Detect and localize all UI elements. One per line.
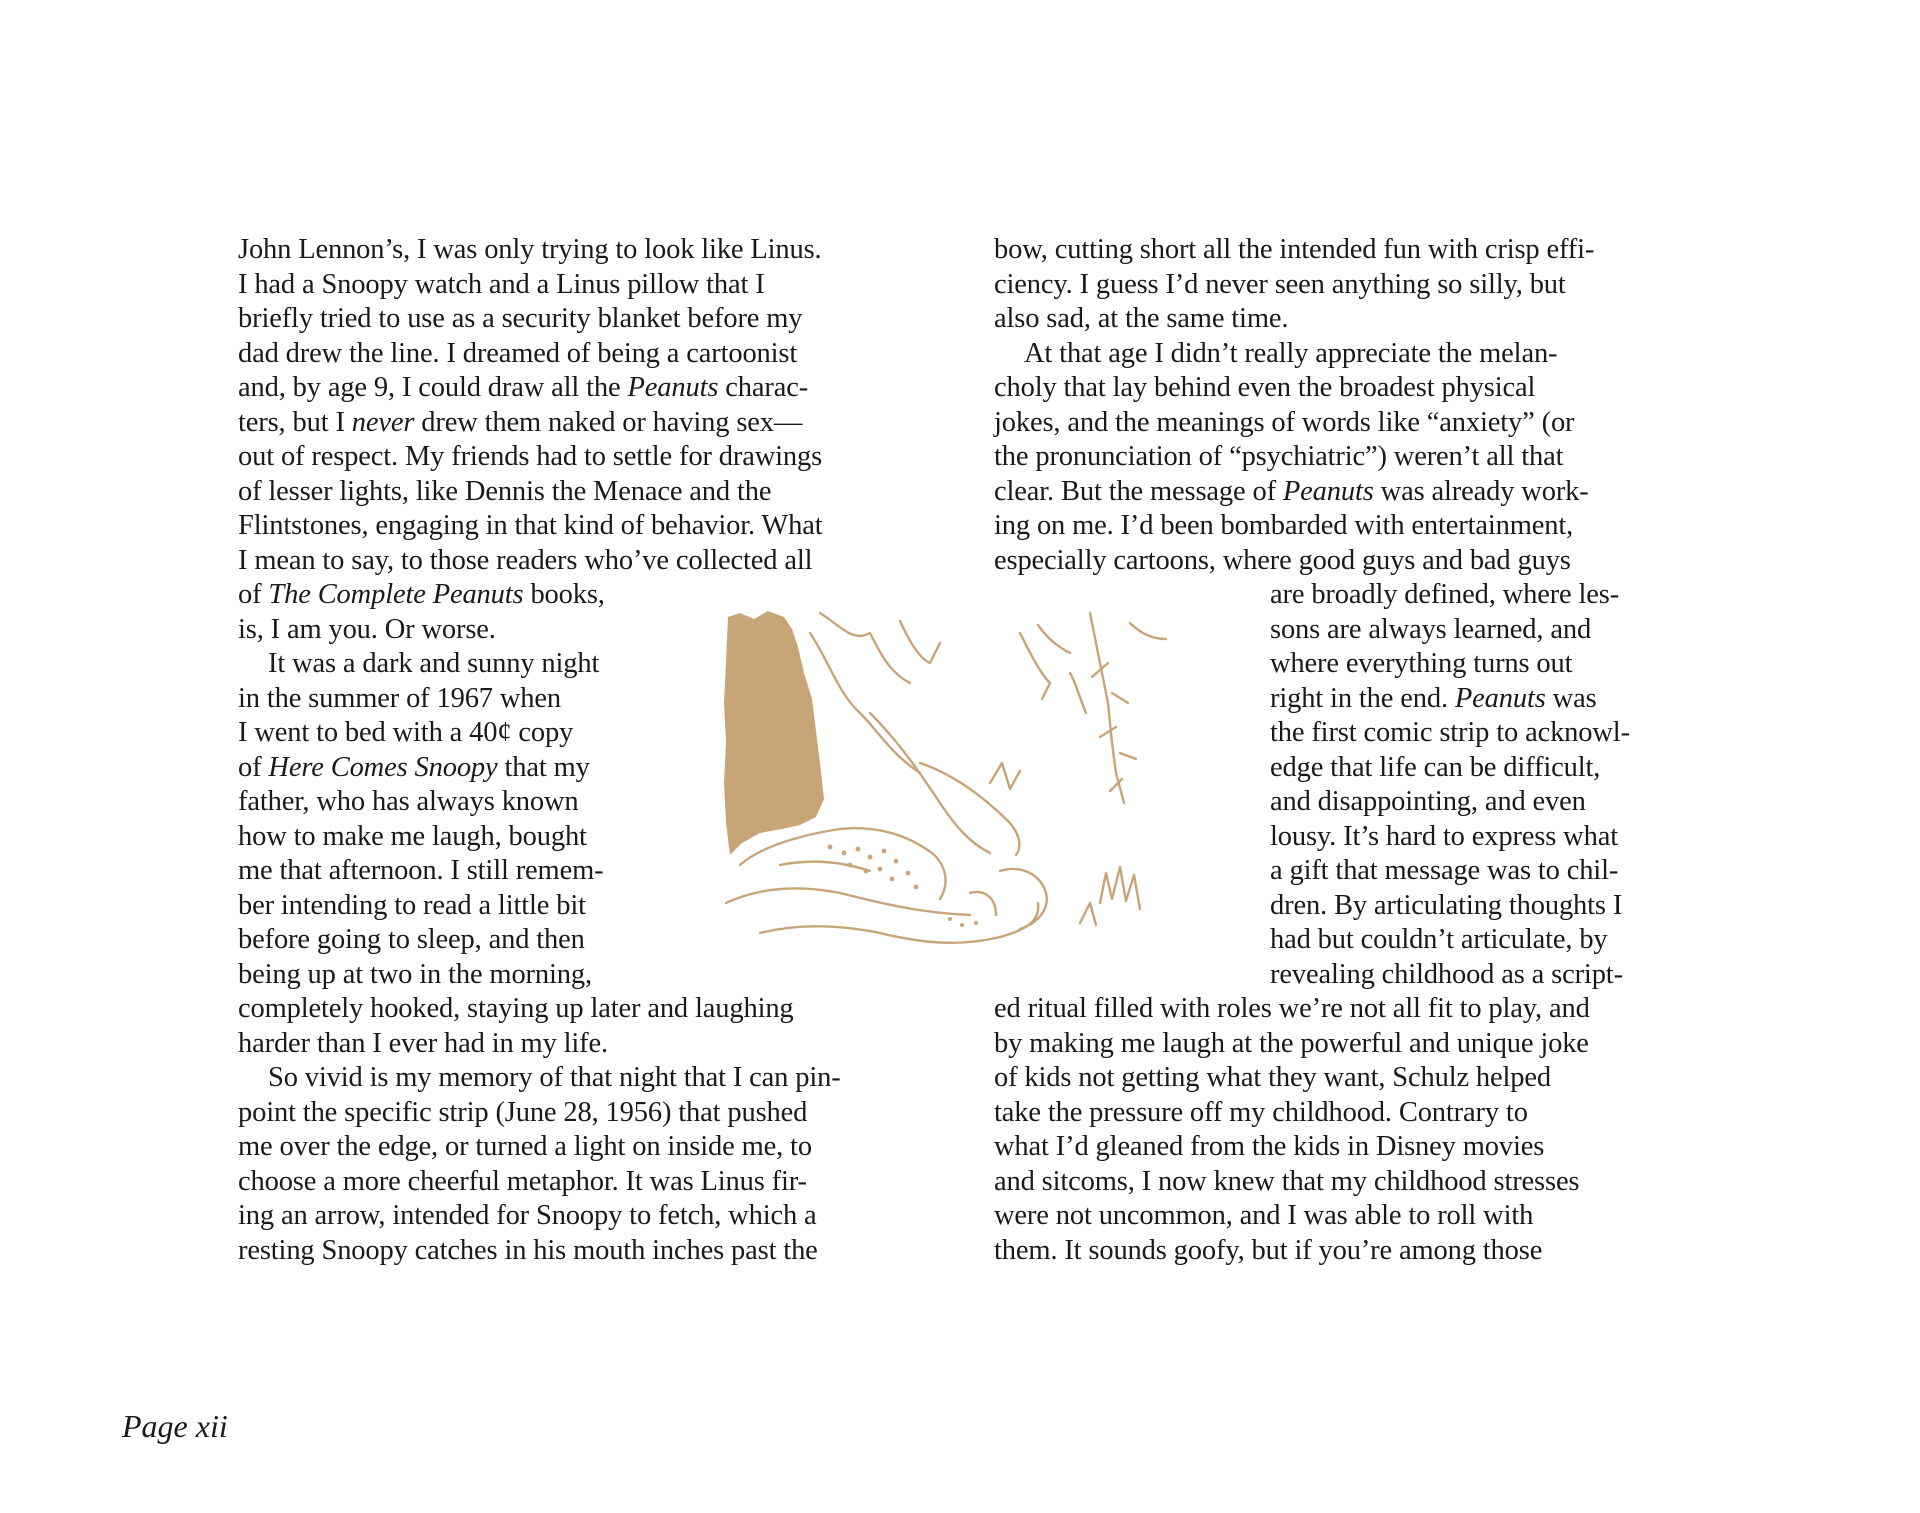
text-run: jokes, and the meanings of words like “anxiety” (or [994, 406, 1575, 438]
text-run: in the summer of 1967 when [238, 682, 562, 714]
text-run: is, I am you. Or worse. [238, 613, 496, 645]
snoopy-sleeping-illustration-icon [720, 603, 1180, 968]
text-run: choose a more cheerful metaphor. It was Linus fir- [238, 1165, 807, 1197]
text-run: ed ritual filled with roles we’re not all fit to play, and [994, 993, 1590, 1024]
text-run: John Lennon’s, I was only trying to look like Linus. [238, 234, 822, 265]
italic-title: Peanuts [627, 372, 719, 403]
text-run: revealing childhood as a script- [1270, 958, 1623, 990]
text-line [238, 406, 958, 441]
text-run: charac- [718, 372, 809, 403]
text-line [238, 302, 958, 337]
text-line [994, 233, 1709, 268]
text-run: sons are always learned, and [1270, 613, 1592, 645]
text-line [994, 337, 1709, 372]
text-line [994, 440, 1709, 475]
text-run: of lesser lights, like Dennis the Menace and the [238, 475, 772, 507]
text-line [994, 475, 1709, 510]
text-run: completely hooked, staying up later and laughing [238, 993, 794, 1024]
text-run: out of respect. My friends had to settle for drawings [238, 441, 823, 472]
text-line [994, 1130, 1709, 1165]
text-run: right in the end. [1270, 682, 1455, 714]
text-run: also sad, at the same time. [994, 303, 1289, 334]
text-run: At that age I didn’t really appreciate the melan- [1024, 337, 1558, 369]
text-line [238, 233, 958, 268]
text-run: point the specific strip (June 28, 1956) that pushed [238, 1096, 808, 1128]
text-run: take the pressure off my childhood. Contrary to [994, 1096, 1528, 1128]
text-line [238, 268, 958, 303]
text-run: ing an arrow, intended for Snoopy to fetch, which a [238, 1200, 817, 1231]
text-line [994, 509, 1709, 544]
text-run: father, who has always known [238, 786, 579, 817]
text-run: me that afternoon. I still remem- [238, 855, 604, 886]
text-run: ber intending to read a little bit [238, 889, 586, 921]
text-run: had but couldn’t articulate, by [1270, 924, 1608, 955]
text-run: drew them naked or having sex— [414, 406, 803, 438]
text-run: I had a Snoopy watch and a Linus pillow that I [238, 268, 765, 300]
text-run: ciency. I guess I’d never seen anything so silly, but [994, 268, 1566, 300]
text-line [994, 1165, 1709, 1200]
text-line [238, 440, 958, 475]
text-line [238, 337, 958, 372]
text-run: ters, but I [238, 406, 352, 438]
text-run: books, [523, 579, 605, 610]
text-run: and disappointing, and even [1270, 786, 1586, 817]
text-run: a gift that message was to chil- [1270, 855, 1619, 886]
text-run: where everything turns out [1270, 648, 1573, 679]
italic-title: Peanuts [1282, 475, 1374, 507]
italic-title: The Complete Peanuts [268, 579, 524, 610]
text-run: of kids not getting what they want, Schulz helped [994, 1062, 1552, 1093]
text-run: are broadly defined, where les- [1270, 579, 1620, 610]
text-line [238, 509, 958, 544]
text-run: choly that lay behind even the broadest physical [994, 372, 1536, 403]
text-run: So vivid is my memory of that night that I can pin- [268, 1062, 841, 1093]
text-run: especially cartoons, where good guys and bad guys [994, 544, 1571, 576]
text-run: edge that life can be difficult, [1270, 751, 1601, 783]
text-run: before going to sleep, and then [238, 924, 585, 955]
text-run: dad drew the line. I dreamed of being a cartoonist [238, 337, 798, 369]
text-run: being up at two in the morning, [238, 958, 592, 990]
text-run: briefly tried to use as a security blanket before my [238, 303, 803, 334]
text-run: them. It sounds goofy, but if you’re among those [994, 1234, 1543, 1266]
text-run: was [1545, 682, 1597, 714]
text-line [238, 371, 958, 406]
text-line [238, 1234, 958, 1269]
text-run: by making me laugh at the powerful and unique joke [994, 1027, 1589, 1059]
text-line [238, 1199, 958, 1234]
text-line [994, 1199, 1709, 1234]
text-line [238, 1061, 958, 1096]
text-line [994, 371, 1709, 406]
text-line [994, 268, 1709, 303]
text-line [238, 1130, 958, 1165]
italic-title: Here Comes Snoopy [268, 751, 498, 783]
text-line [238, 1096, 958, 1131]
text-line [238, 992, 958, 1027]
text-run: of [238, 579, 269, 610]
text-line [994, 1061, 1709, 1096]
text-run: Flintstones, engaging in that kind of behavior. What [238, 510, 823, 541]
text-run: were not uncommon, and I was able to roll with [994, 1200, 1534, 1231]
text-run: It was a dark and sunny night [268, 648, 600, 679]
text-line [994, 302, 1709, 337]
text-run: clear. But the message of [994, 475, 1283, 507]
text-run: the pronunciation of “psychiatric”) weren’t all that [994, 441, 1564, 472]
text-line [994, 992, 1709, 1027]
text-run: that my [497, 751, 590, 783]
text-run: lousy. It’s hard to express what [1270, 820, 1618, 852]
text-run: harder than I ever had in my life. [238, 1027, 608, 1059]
text-line [238, 475, 958, 510]
italic-title: never [351, 406, 415, 438]
text-line [994, 1027, 1709, 1062]
text-run: dren. By articulating thoughts I [1270, 889, 1623, 921]
text-run: the first comic strip to acknowl- [1270, 717, 1630, 748]
text-line [994, 406, 1709, 441]
text-run: ing on me. I’d been bombarded with entertainment, [994, 510, 1574, 541]
text-line [994, 1096, 1709, 1131]
text-run: of [238, 751, 269, 783]
text-run: and, by age 9, I could draw all the [238, 372, 628, 403]
text-line [994, 544, 1709, 579]
text-run: was already work- [1373, 475, 1589, 507]
text-line [238, 1027, 958, 1062]
italic-title: Peanuts [1454, 682, 1546, 714]
text-line [238, 544, 958, 579]
text-run: bow, cutting short all the intended fun with crisp effi- [994, 234, 1595, 265]
text-run: me over the edge, or turned a light on inside me, to [238, 1131, 812, 1162]
text-run: I went to bed with a 40¢ copy [238, 717, 574, 748]
text-line [994, 1234, 1709, 1269]
text-line [238, 1165, 958, 1200]
text-run: what I’d gleaned from the kids in Disney movies [994, 1131, 1545, 1162]
text-run: I mean to say, to those readers who’ve collected all [238, 544, 813, 576]
text-run: resting Snoopy catches in his mouth inches past the [238, 1234, 818, 1266]
text-run: and sitcoms, I now knew that my childhood stresses [994, 1165, 1580, 1197]
page-number: Page xii [122, 1408, 228, 1444]
text-run: how to make me laugh, bought [238, 820, 587, 852]
